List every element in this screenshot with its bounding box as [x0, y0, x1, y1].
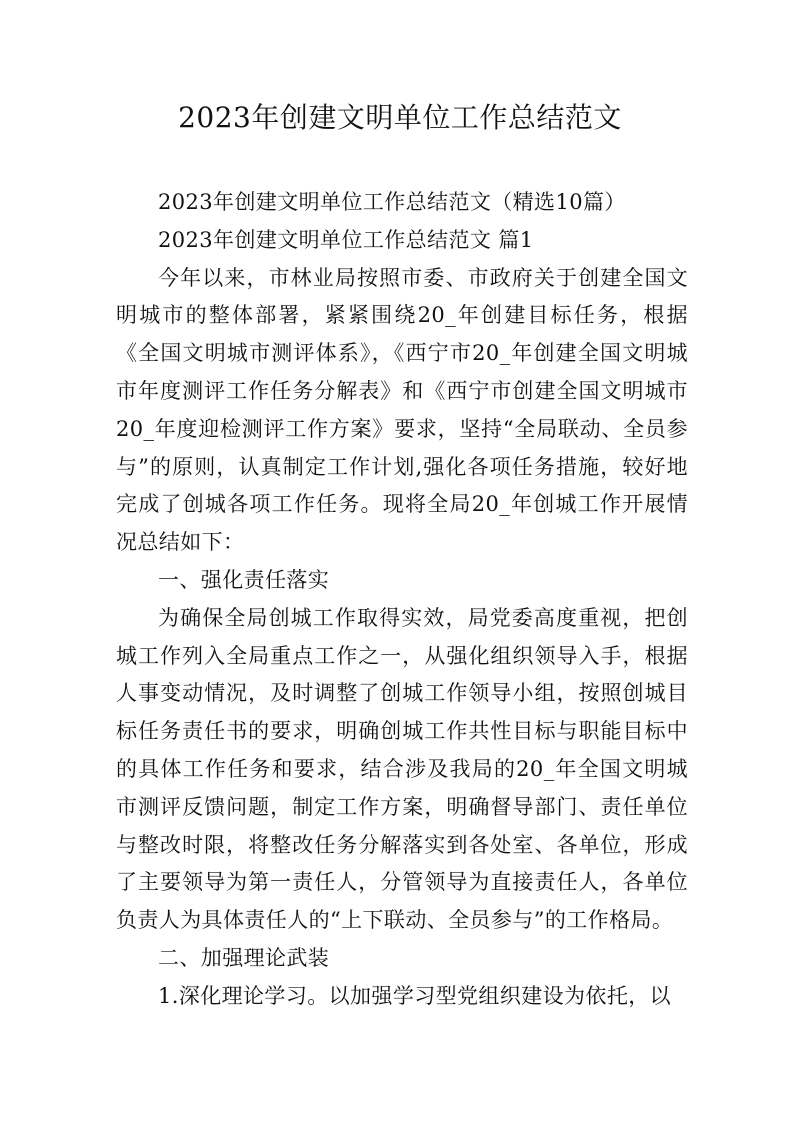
body-paragraph-responsibility: 为确保全局创城工作取得实效，局党委高度重视，把创城工作列入全局重点工作之一，从强化组织领导入手，根据人事变动情况，及时调整了创城工作领导小组，按照创城目标任务责任书的要求，明确创城工作共性目标与职能目标中的具体工作任务和要求，结合涉及我局的20_年全国文明城市测评反馈问题，制定工作方案，明确督导部门、责任单位与整改时限，将整改任务分解落实到各处室、各单位，形成了主要领导为第一责任人，分管领导为直接责任人，各单位负责人为具体责任人的“上下联动、全员参与”的工作格局。	[116, 605, 688, 933]
body-paragraph-theory-study: 1.深化理论学习。以加强学习型党组织建设为依托，以	[158, 983, 672, 1008]
section-heading-1: 一、强化责任落实	[158, 567, 330, 592]
body-paragraph-intro: 今年以来，市林业局按照市委、市政府关于创建全国文明城市的整体部署，紧紧围绕20_年创建目标任务，根据《全国文明城市测评体系》，《西宁市20_年创建全国文明城市年度测评工作任务分解表》和《西宁市创建全国文明城市20_年度迎检测评工作方案》要求，坚持“全局联动、全员参与”的原则，认真制定工作计划,强化各项任务措施，较好地完成了创城各项工作任务。现将全局20_年创城工作开展情况总结如下：	[116, 265, 688, 555]
document-title: 2023年创建文明单位工作总结范文	[178, 101, 622, 134]
doc-subheading-part1: 2023年创建文明单位工作总结范文 篇1	[158, 227, 534, 252]
section-heading-2: 二、加强理论武装	[158, 945, 330, 970]
document-body	[116, 184, 688, 1016]
doc-heading-collection: 2023年创建文明单位工作总结范文（精选10篇）	[158, 190, 626, 214]
